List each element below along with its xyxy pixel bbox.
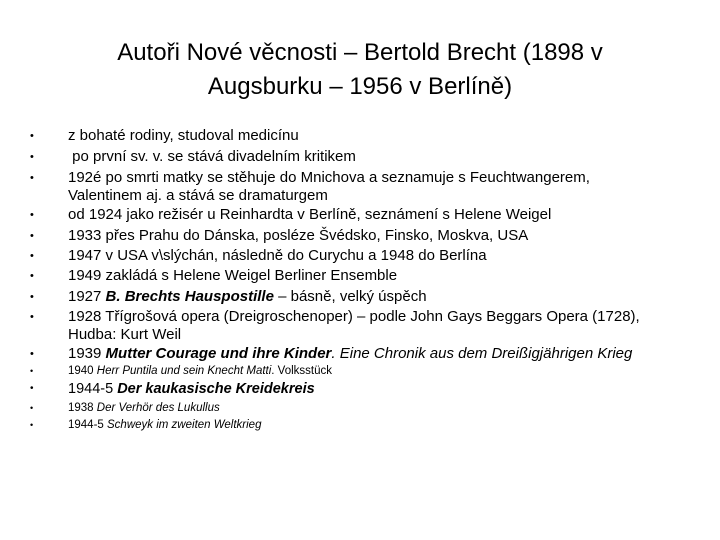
list-item-text: 1933 přes Prahu do Dánska, posléze Švédsko, Finsko, Moskva, USA <box>68 227 529 244</box>
list-item-text <box>68 169 690 205</box>
list-item <box>30 267 690 285</box>
list-item-text <box>68 418 690 432</box>
list-item <box>30 418 690 432</box>
list-item-text: z bohaté rodiny, studoval medicínu <box>68 127 299 144</box>
list-item-text: 1947 v USA v\slýchán, následně do Curychu a 1948 do Berlína <box>68 247 487 264</box>
work-title: B. Brechts Hauspostille <box>105 288 274 305</box>
year: 1927 <box>68 288 106 305</box>
work-note: . Volksstück <box>271 365 333 377</box>
work-title: Der kaukasische Kreidekreis <box>117 381 315 397</box>
list-item-text <box>68 364 690 378</box>
bullet-icon: • <box>30 250 34 262</box>
bullet-icon: • <box>30 366 34 376</box>
list-item <box>30 227 690 245</box>
work-title: Mutter Courage und ihre Kinder <box>105 345 332 362</box>
bullet-icon: • <box>30 348 34 360</box>
list-item <box>30 169 690 205</box>
list-item <box>30 288 690 306</box>
list-item <box>30 206 690 224</box>
bullet-icon: • <box>30 172 34 184</box>
list-item-text <box>68 345 690 363</box>
work-title: Der Verhör des Lukullus <box>96 402 220 414</box>
bullet-icon: • <box>30 383 34 394</box>
year: 1938 <box>68 402 97 414</box>
list-item <box>30 401 690 415</box>
list-item-line: Valentinem aj. a stává se dramaturgem <box>68 187 328 204</box>
bullet-icon: • <box>30 230 34 242</box>
list-item <box>30 127 690 145</box>
work-subtitle: . Eine Chronik aus dem Dreißigjährigen Krieg <box>331 345 633 362</box>
list-item-text: po první sv. v. se stává divadelním kritikem <box>68 148 356 165</box>
list-item <box>30 380 690 398</box>
year: 1939 <box>68 345 106 362</box>
list-item-line: 1928 Třígrošová opera (Dreigroschenoper) – podle John Gays Beggars Opera (1728), <box>68 308 640 325</box>
list-item-line: 192é po smrti matky se stěhuje do Mnichova a seznamuje s Feuchtwangerem, <box>68 169 590 186</box>
year: 1944-5 <box>68 381 118 397</box>
list-item <box>30 247 690 265</box>
bullet-icon: • <box>30 209 34 221</box>
work-title: Herr Puntila und sein Knecht Matti <box>96 365 272 377</box>
list-item <box>30 308 690 344</box>
year: 1944-5 <box>68 419 108 431</box>
list-item <box>30 148 690 166</box>
list-item <box>30 345 690 363</box>
bullet-icon: • <box>30 130 34 142</box>
list-item-line: Hudba: Kurt Weil <box>68 326 182 343</box>
bullet-icon: • <box>30 311 34 323</box>
list-item-text <box>68 308 690 344</box>
work-note: – básně, velký úspěch <box>273 288 427 305</box>
list-item-text <box>68 288 690 306</box>
list-item-text <box>68 401 690 415</box>
title-line-1: Autoři Nové věcnosti – Bertold Brecht (1898 v <box>117 39 603 66</box>
bullet-icon: • <box>30 151 34 163</box>
list-item <box>30 364 690 378</box>
title-line-2: Augsburku – 1956 v Berlíně) <box>207 73 513 100</box>
bullet-icon: • <box>30 420 34 430</box>
work-title: Schweyk im zweiten Weltkrieg <box>107 419 262 431</box>
list-item-text <box>68 380 690 398</box>
list-item-text: 1949 zakládá s Helene Weigel Berliner Ensemble <box>68 267 398 284</box>
year: 1940 <box>68 365 97 377</box>
bullet-icon: • <box>30 403 34 413</box>
bullet-icon: • <box>30 270 34 282</box>
bullet-icon: • <box>30 291 34 303</box>
list-item-text: od 1924 jako režisér u Reinhardta v Berlíně, seznámení s Helene Weigel <box>68 206 552 223</box>
